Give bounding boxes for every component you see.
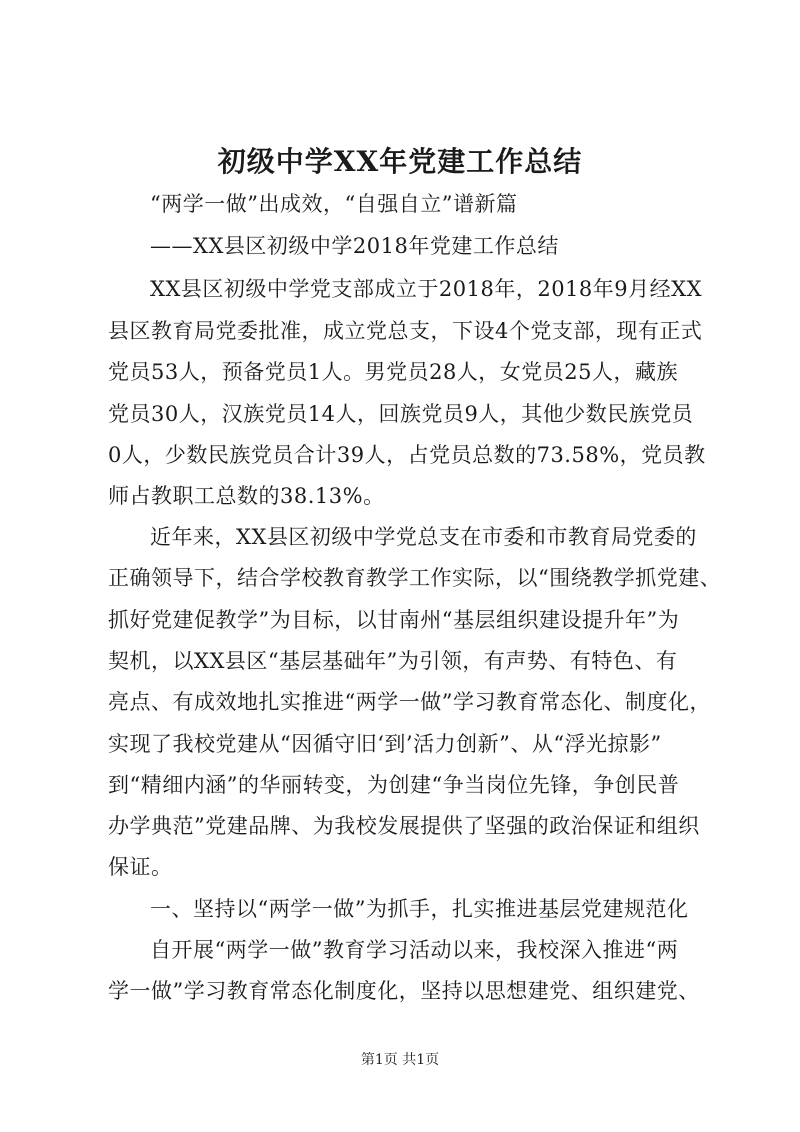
paragraph-2-line: 实现了我校党建从“因循守旧‘到’活力创新”、从“浮光掠影”	[108, 732, 662, 756]
paragraph-2-line: 近年来，XX县区初级中学党总支在市委和市教育局党委的	[150, 525, 697, 549]
paragraph-3-line: 学一做”学习教育常态化制度化，坚持以思想建党、组织建党、	[108, 979, 700, 1003]
document-title: 初级中学XX年党建工作总结	[217, 145, 583, 178]
paragraph-2-line: 契机，以XX县区“基层基础年”为引领，有声势、有特色、有	[108, 649, 678, 673]
paragraph-2-line: 亮点、有成效地扎实推进“两学一做”学习教育常态化、制度化，	[108, 690, 711, 714]
paragraph-2-line: 办学典范”党建品牌、为我校发展提供了坚强的政治保证和组织	[108, 814, 700, 838]
paragraph-2-line: 抓好党建促教学”为目标，以甘南州“基层组织建设提升年”为	[108, 608, 680, 632]
paragraph-2-line: 到“精细内涵”的华丽转变，为创建“争当岗位先锋，争创民普	[108, 773, 680, 797]
paragraph-2-line: 保证。	[108, 855, 173, 879]
paragraph-1-line: 党员30人，汉族党员14人，回族党员9人，其他少数民族党员	[108, 402, 694, 426]
paragraph-3-line: 自开展“两学一做”教育学习活动以来，我校深入推进“两	[150, 938, 679, 962]
page-footer: 第1页 共1页	[360, 1052, 440, 1068]
paragraph-2-line: 正确领导下，结合学校教育教学工作实际，以“围绕教学抓党建、	[108, 566, 722, 590]
paragraph-1-line: 党员53人，预备党员1人。男党员28人，女党员25人，藏族	[108, 360, 679, 384]
paragraph-1-line: 0人，少数民族党员合计39人，占党员总数的73.58%，党员教	[108, 443, 706, 467]
subtitle-line-1: “两学一做”出成效，“自强自立”谱新篇	[150, 192, 518, 216]
section-heading: 一、坚持以“两学一做”为抓手，扎实推进基层党建规范化	[150, 897, 689, 921]
subtitle-line-2: ——XX县区初级中学2018年党建工作总结	[150, 234, 559, 258]
paragraph-1-line: 县区教育局党委批准，成立党总支，下设4个党支部，现有正式	[108, 319, 703, 343]
paragraph-1-line: XX县区初级中学党支部成立于2018年，2018年9月经XX	[150, 277, 703, 301]
paragraph-1-line: 师占教职工总数的38.13%。	[108, 484, 385, 508]
